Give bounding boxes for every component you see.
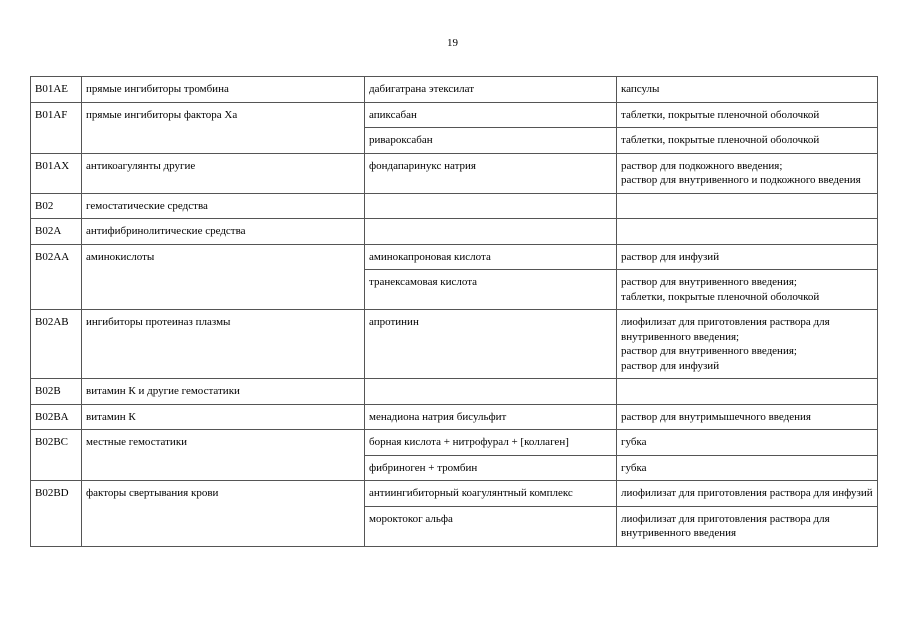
group-name-cell: гемостатические средства (82, 193, 365, 219)
drug-name-cell: борная кислота + нитрофурал + [коллаген] (365, 430, 617, 456)
table-row (31, 102, 878, 128)
table-row (31, 77, 878, 103)
drug-name-cell: мороктоког альфа (365, 506, 617, 546)
dosage-form-cell (617, 193, 878, 219)
dosage-form-cell: раствор для внутривенного введения; таблетки, покрытые пленочной оболочкой (617, 270, 878, 310)
table-row (31, 404, 878, 430)
atc-code-cell: B01AF (31, 102, 82, 153)
dosage-form-cell: капсулы (617, 77, 878, 103)
atc-code-cell: B02AB (31, 310, 82, 379)
drug-name-cell: фибриноген + тромбин (365, 455, 617, 481)
group-name-cell: витамин К и другие гемостатики (82, 379, 365, 405)
table-row (31, 481, 878, 507)
atc-code-cell: B02B (31, 379, 82, 405)
dosage-form-cell (617, 219, 878, 245)
dosage-form-cell: губка (617, 430, 878, 456)
dosage-form-cell: лиофилизат для приготовления раствора для инфузий (617, 481, 878, 507)
drug-name-cell (365, 379, 617, 405)
atc-code-cell: B02BA (31, 404, 82, 430)
atc-code-cell: B01AX (31, 153, 82, 193)
dosage-form-cell: губка (617, 455, 878, 481)
dosage-form-cell: лиофилизат для приготовления раствора для внутривенного введения; раствор для внутривенного введения; раствор для инфузий (617, 310, 878, 379)
dosage-form-cell (617, 379, 878, 405)
drug-name-cell: транексамовая кислота (365, 270, 617, 310)
atc-code-cell: B01AE (31, 77, 82, 103)
atc-code-cell: B02 (31, 193, 82, 219)
table-row (31, 379, 878, 405)
group-name-cell: антикоагулянты другие (82, 153, 365, 193)
drug-name-cell: антиингибиторный коагулянтный комплекс (365, 481, 617, 507)
drug-name-cell: ривароксабан (365, 128, 617, 154)
group-name-cell: местные гемостатики (82, 430, 365, 481)
drug-name-cell: аминокапроновая кислота (365, 244, 617, 270)
group-name-cell: факторы свертывания крови (82, 481, 365, 547)
table-row (31, 244, 878, 270)
group-name-cell: прямые ингибиторы тромбина (82, 77, 365, 103)
group-name-cell: аминокислоты (82, 244, 365, 310)
group-name-cell: прямые ингибиторы фактора Xa (82, 102, 365, 153)
table-row (31, 430, 878, 456)
dosage-form-cell: раствор для инфузий (617, 244, 878, 270)
drug-name-cell: апротинин (365, 310, 617, 379)
drug-name-cell: апиксабан (365, 102, 617, 128)
group-name-cell: витамин К (82, 404, 365, 430)
drug-table (30, 76, 878, 547)
drug-name-cell: менадиона натрия бисульфит (365, 404, 617, 430)
drug-name-cell (365, 193, 617, 219)
group-name-cell: ингибиторы протеиназ плазмы (82, 310, 365, 379)
dosage-form-cell: раствор для внутримышечного введения (617, 404, 878, 430)
drug-name-cell (365, 219, 617, 245)
dosage-form-cell: таблетки, покрытые пленочной оболочкой (617, 128, 878, 154)
table-row (31, 153, 878, 193)
atc-code-cell: B02BD (31, 481, 82, 547)
dosage-form-cell: раствор для подкожного введения; раствор для внутривенного и подкожного введения (617, 153, 878, 193)
table-row (31, 310, 878, 379)
dosage-form-cell: таблетки, покрытые пленочной оболочкой (617, 102, 878, 128)
atc-code-cell: B02BC (31, 430, 82, 481)
atc-code-cell: B02A (31, 219, 82, 245)
dosage-form-cell: лиофилизат для приготовления раствора для внутривенного введения (617, 506, 878, 546)
drug-name-cell: фондапаринукс натрия (365, 153, 617, 193)
table-row (31, 193, 878, 219)
page-number: 19 (447, 37, 458, 49)
table-row (31, 219, 878, 245)
group-name-cell: антифибринолитические средства (82, 219, 365, 245)
atc-code-cell: B02AA (31, 244, 82, 310)
drug-name-cell: дабигатрана этексилат (365, 77, 617, 103)
